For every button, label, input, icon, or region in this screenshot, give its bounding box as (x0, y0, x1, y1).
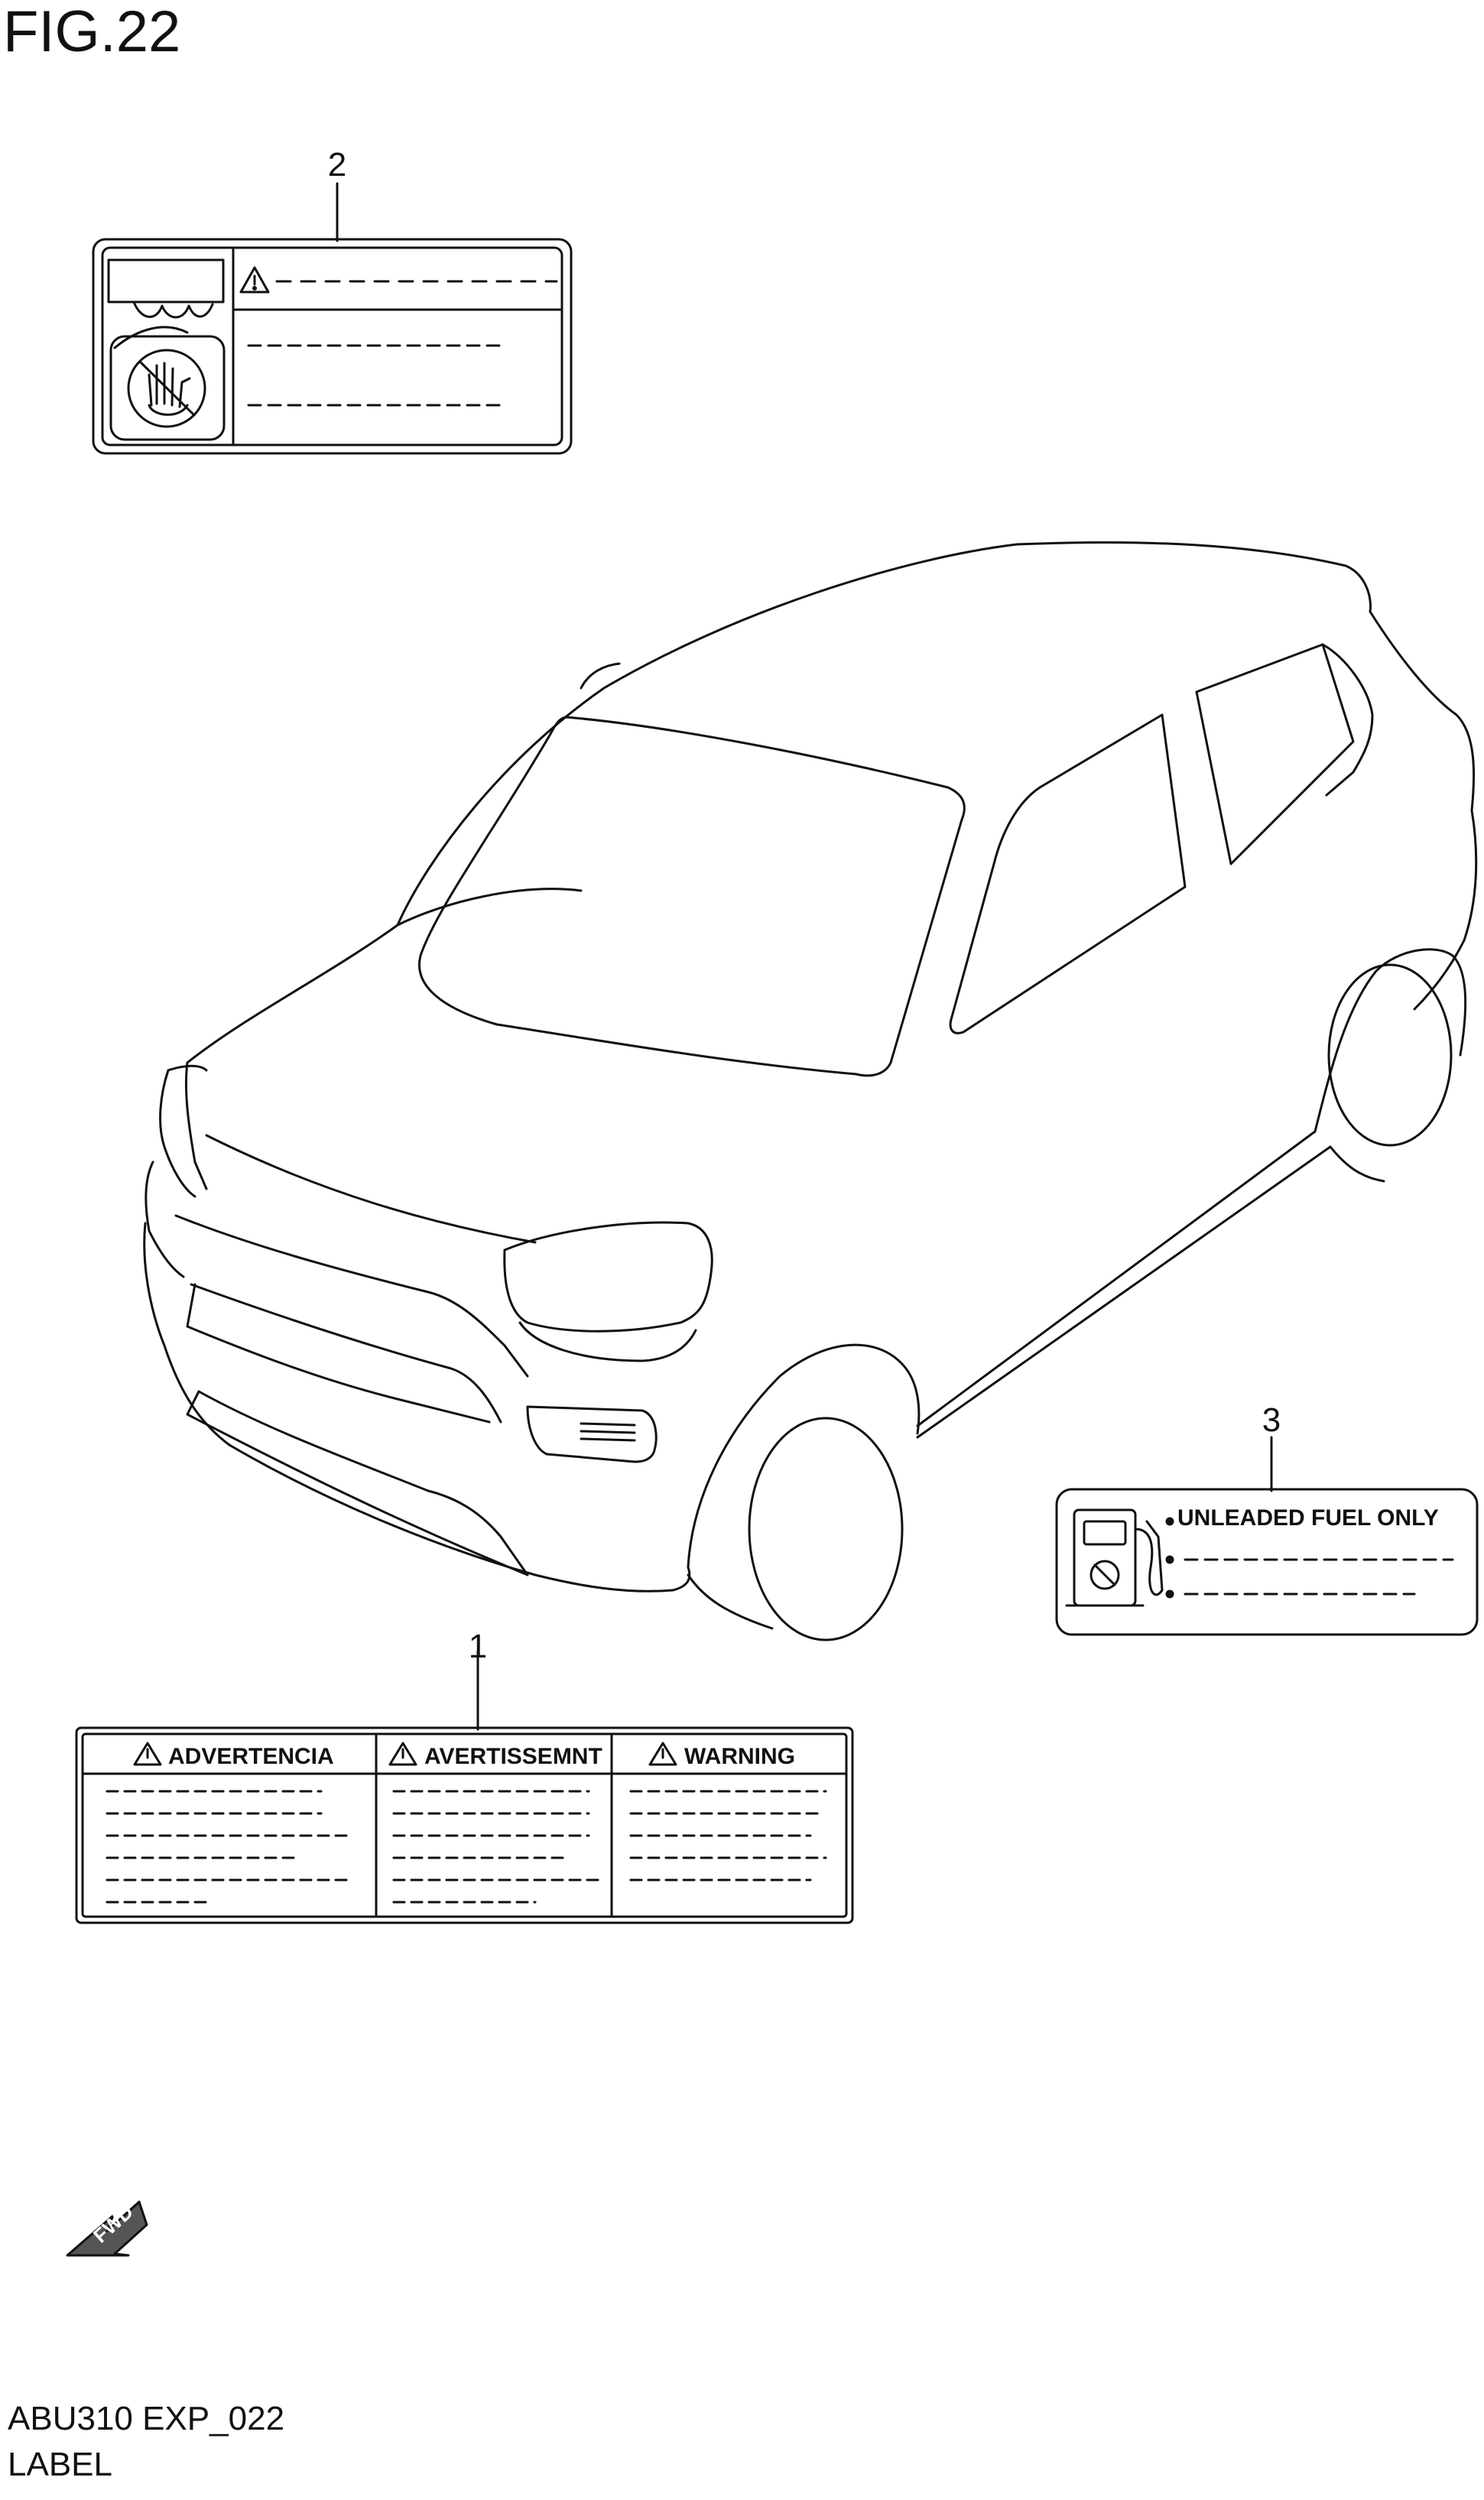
diagram-code: ABU310 EXP_022 (8, 2400, 285, 2437)
warning-triangle-icon (135, 1743, 161, 1765)
callout-3: 3 (1262, 1401, 1281, 1439)
warning-triangle-icon (241, 268, 268, 292)
diagram-name: LABEL (8, 2446, 112, 2483)
figure-title: FIG.22 (3, 0, 181, 64)
label-1-heading-es: ADVERTENCIA (168, 1744, 334, 1769)
label-3-fuel (1057, 1437, 1477, 1635)
label-1-heading-fr: AVERTISSEMNT (424, 1744, 602, 1769)
label-1-heading-en: WARNING (684, 1744, 795, 1769)
no-hand-icon (128, 350, 205, 427)
label-1-warning (76, 1651, 852, 1923)
label-2-hot-surface (93, 183, 571, 453)
callout-1: 1 (468, 1628, 488, 1665)
vehicle-outline (145, 542, 1476, 1640)
label-3-text: UNLEADED FUEL ONLY (1177, 1505, 1439, 1531)
fwd-arrow-label: FWD (88, 2200, 138, 2248)
warning-triangle-icon (650, 1743, 676, 1765)
warning-triangle-icon (390, 1743, 416, 1765)
fuel-pump-icon (1067, 1510, 1162, 1606)
callout-2: 2 (327, 146, 347, 183)
